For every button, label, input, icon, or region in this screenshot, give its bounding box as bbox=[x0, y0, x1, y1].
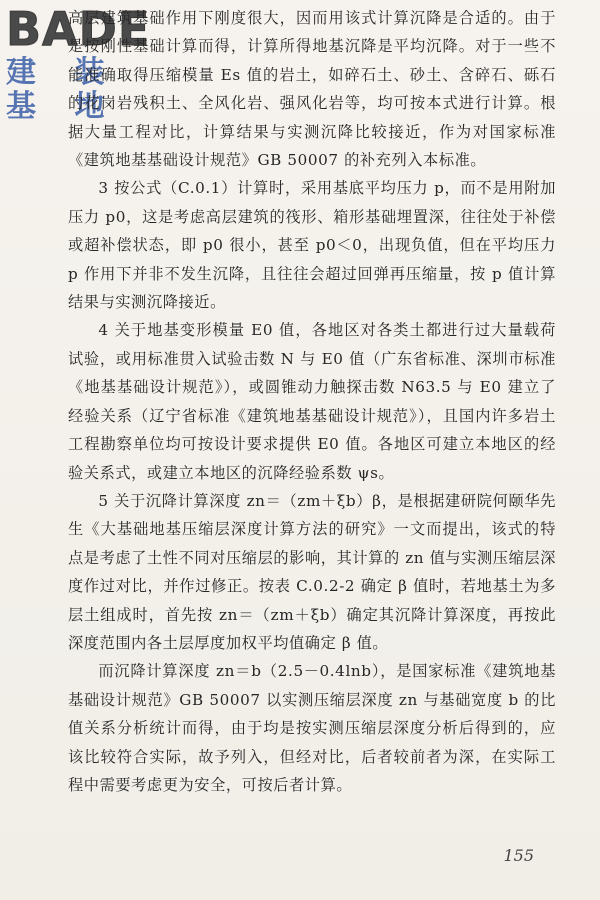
paragraph-item-4: 4 关于地基变形模量 E0 值，各地区对各类土都进行过大量载荷试验，或用标准贯入试验击数 N 与 E0 值（广东省标准、深圳市标准《地基基础设计规范》），或圆锥动力触探击数 N63.5 与 E0 建立了经验关系（辽宁省标准《建筑地基基础设计规范》），且国内许多岩土工程勘察单位均可按设计要求提供 E0 值。各地区可建立本地区的经验关系式，或建立本地区的沉降经验系数 ψs。 bbox=[68, 321, 556, 482]
logo-subtitle: 建 装 基 地 bbox=[6, 55, 119, 124]
paragraph-continuation: 高层建筑基础作用下刚度很大，因而用该式计算沉降是合适的。由于是按刚性基础计算而得，计算所得地基沉降是平均沉降。对于一些不能准确取得压缩模量 Es 值的岩土，如碎石土、砂土、含碎石、砾石的花岗岩残积土、全风化岩、强风化岩等，均可按本式进行计算。根据大量工程对比，计算结果与实测沉降比较接近，作为对国家标准《建筑地基基础设计规范》GB 50007 的补充列入本标准。 bbox=[68, 9, 556, 170]
logo-brand: BADE bbox=[6, 2, 151, 56]
paragraph-item-5: 5 关于沉降计算深度 zn＝（zm＋ξb）β，是根据建研院何颐华先生《大基础地基压缩层深度计算方法的研究》一文而提出，该式的特点是考虑了土性不同对压缩层的影响，其计算的 zn 值与实测压缩层深度作过对比，并作过修正。按表 C.0.2-2 确定 β 值时，若地基土为多层土组成时，首先按 zn＝（zm＋ξb）确定其沉降计算深度，再按此深度范围内各土层厚度加权平均值确定 β 值。 bbox=[68, 491, 556, 652]
paragraph-depth-formula: 而沉降计算深度 zn＝b（2.5－0.4lnb），是国家标准《建筑地基基础设计规范》GB 50007 以实测压缩层深度 zn 与基础宽度 b 的比值关系分析统计而得，由于均是按实测压缩层深度分析后得到的，应该比较符合实际，故予列入，但经对比，后者较前者为深，在实际工程中需要考虑更为安全，可按后者计算。 bbox=[68, 662, 556, 794]
body-text bbox=[68, 4, 556, 799]
paragraph-item-3: 3 按公式（C.0.1）计算时，采用基底平均压力 p，而不是用附加压力 p0，这是考虑高层建筑的筏形、箱形基础埋置深，往往处于补偿或超补偿状态，即 p0 很小，甚至 p0＜0，出现负值，但在平均压力 p 作用下并非不发生沉降，且往往会超过回弹再压缩量，按 p 值计算结果与实测沉降接近。 bbox=[68, 179, 556, 312]
page-number: 155 bbox=[503, 846, 534, 865]
